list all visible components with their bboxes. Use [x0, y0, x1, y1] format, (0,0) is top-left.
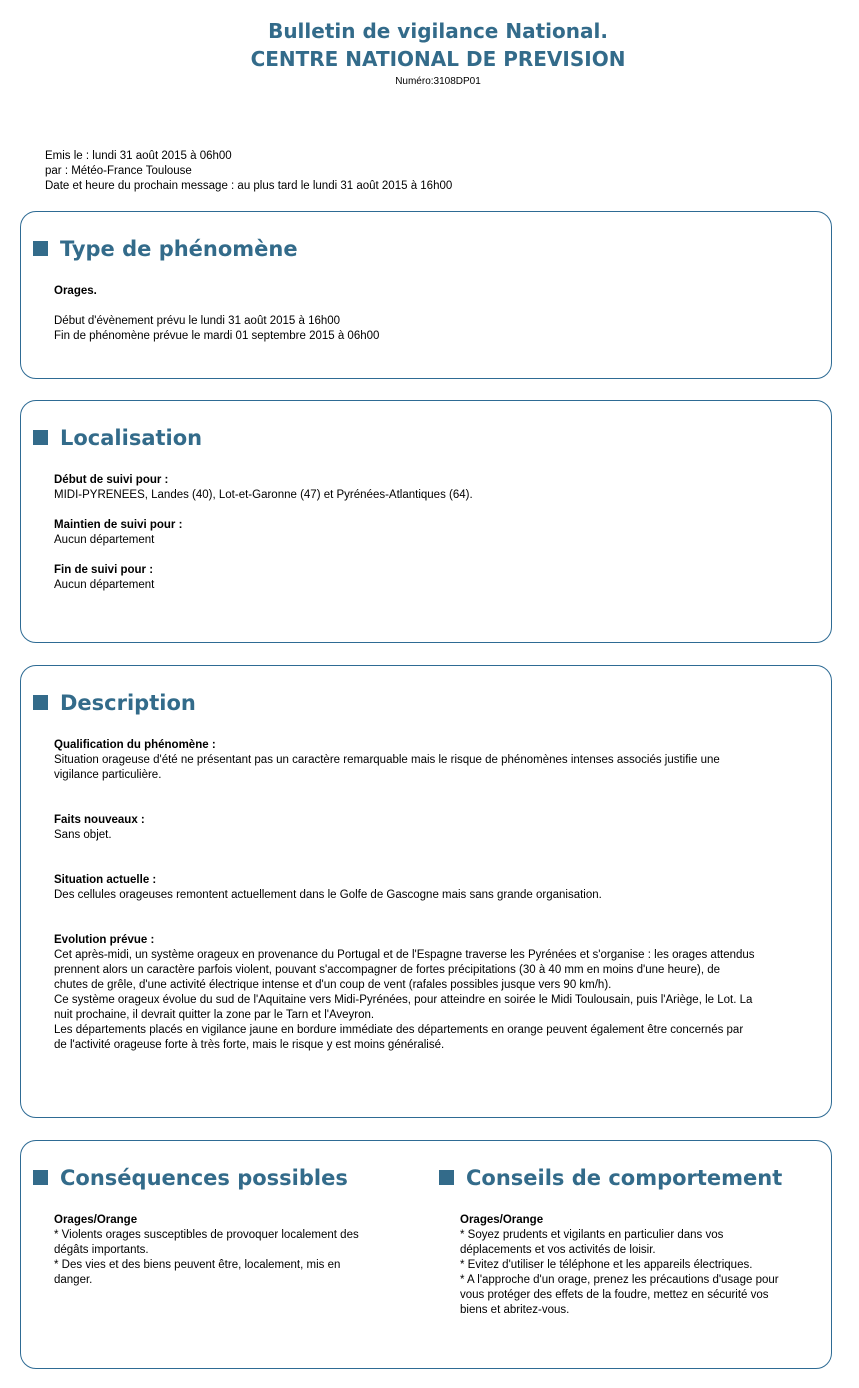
- qualification-label: Qualification du phénomène :: [54, 739, 216, 751]
- localisation-title: Localisation: [60, 426, 203, 450]
- event-start: Début d'évènement prévu le lundi 31 août 2015 à 16h00: [54, 315, 341, 327]
- page-title: Bulletin de vigilance National.: [268, 19, 608, 43]
- square-bullet-icon: [33, 241, 48, 256]
- current-situation-label: Situation actuelle :: [54, 874, 157, 886]
- qualification-line: vigilance particulière.: [54, 769, 162, 781]
- consequence-line: * Violents orages susceptibles de provoquer localement des: [54, 1229, 359, 1241]
- evolution-label: Evolution prévue :: [54, 934, 155, 946]
- consequences-heading: [33, 1165, 348, 1191]
- localisation-body: [54, 473, 814, 593]
- advice-line: * Evitez d'utiliser le téléphone et les appareils électriques.: [460, 1259, 753, 1271]
- evolution-line: nuit prochaine, il devrait quitter la zone par le Tarn et l'Aveyron.: [54, 1009, 375, 1021]
- type-card: [20, 211, 832, 379]
- description-body: [54, 738, 824, 1053]
- square-bullet-icon: [33, 430, 48, 445]
- bulletin-number: Numéro:3108DP01: [395, 76, 481, 87]
- issue-meta: [45, 149, 452, 194]
- qualification-line: Situation orageuse d'été ne présentant pas un caractère remarquable mais le risque de phénomènes intenses associés justifie une: [54, 754, 720, 766]
- evolution-line: Les départements placés en vigilance jaune en bordure immédiate des départements en orange peuvent également être concernés par: [54, 1024, 744, 1036]
- advice-title: Conseils de comportement: [466, 1166, 783, 1190]
- consequence-line: danger.: [54, 1274, 93, 1286]
- consequences-label: Orages/Orange: [54, 1214, 138, 1226]
- consequence-line: dégâts importants.: [54, 1244, 149, 1256]
- consequences-advice-card: [20, 1140, 832, 1369]
- advice-line: déplacements et vos activités de loisir.: [460, 1244, 656, 1256]
- current-situation-value: Des cellules orageuses remontent actuellement dans le Golfe de Gascogne mais sans grande organisation.: [54, 889, 602, 901]
- square-bullet-icon: [33, 1170, 48, 1185]
- advice-line: * A l'approche d'un orage, prenez les précautions d'usage pour: [460, 1274, 779, 1286]
- advice-line: * Soyez prudents et vigilants en particulier dans vos: [460, 1229, 724, 1241]
- advice-body: [460, 1213, 820, 1318]
- issuer: par : Météo-France Toulouse: [45, 165, 192, 177]
- square-bullet-icon: [33, 695, 48, 710]
- bulletin-header: [0, 17, 859, 89]
- phenomenon-name: Orages.: [54, 285, 97, 297]
- evolution-line: Cet après-midi, un système orageux en provenance du Portugal et de l'Espagne traverse les Pyrénées et s'organise : les orages attendus: [54, 949, 755, 961]
- end-follow-value: Aucun département: [54, 579, 155, 591]
- localisation-card: [20, 400, 832, 643]
- consequences-body: [54, 1213, 414, 1288]
- evolution-line: chutes de grêle, d'une activité électrique intense et d'un coup de vent (rafales possibles jusque vers 90 km/h).: [54, 979, 612, 991]
- maintain-follow-label: Maintien de suivi pour :: [54, 519, 183, 531]
- start-follow-value: MIDI-PYRENEES, Landes (40), Lot-et-Garonne (47) et Pyrénées-Atlantiques (64).: [54, 489, 473, 501]
- type-title: Type de phénomène: [60, 237, 298, 261]
- evolution-line: Ce système orageux évolue du sud de l'Aquitaine vers Midi-Pyrénées, pour atteindre en soirée le Midi Toulousain, puis l'Ariège, le Lot. La: [54, 994, 753, 1006]
- new-facts-label: Faits nouveaux :: [54, 814, 145, 826]
- maintain-follow-value: Aucun département: [54, 534, 155, 546]
- evolution-line: de l'activité orageuse forte à très forte, mais le risque y est moins généralisé.: [54, 1039, 445, 1051]
- end-follow-label: Fin de suivi pour :: [54, 564, 154, 576]
- type-body: [54, 284, 814, 344]
- type-heading: [33, 236, 298, 262]
- localisation-heading: [33, 425, 202, 451]
- advice-label: Orages/Orange: [460, 1214, 544, 1226]
- advice-heading: [439, 1165, 782, 1191]
- description-heading: [33, 690, 196, 716]
- description-title: Description: [60, 691, 196, 715]
- new-facts-value: Sans objet.: [54, 829, 112, 841]
- consequence-line: * Des vies et des biens peuvent être, localement, mis en: [54, 1259, 341, 1271]
- event-end: Fin de phénomène prévue le mardi 01 septembre 2015 à 06h00: [54, 330, 380, 342]
- consequences-title: Conséquences possibles: [60, 1166, 348, 1190]
- next-message-date: Date et heure du prochain message : au plus tard le lundi 31 août 2015 à 16h00: [45, 180, 453, 192]
- advice-line: vous protéger des effets de la foudre, mettez en sécurité vos: [460, 1289, 769, 1301]
- description-card: [20, 665, 832, 1118]
- issued-date: Emis le : lundi 31 août 2015 à 06h00: [45, 150, 232, 162]
- square-bullet-icon: [439, 1170, 454, 1185]
- advice-line: biens et abritez-vous.: [460, 1304, 570, 1316]
- page-subtitle: CENTRE NATIONAL DE PREVISION: [250, 47, 626, 71]
- evolution-line: prennent alors un caractère parfois violent, pouvant s'accompagner de fortes précipitations (30 à 40 mm en moins d'une heure), de: [54, 964, 721, 976]
- start-follow-label: Début de suivi pour :: [54, 474, 169, 486]
